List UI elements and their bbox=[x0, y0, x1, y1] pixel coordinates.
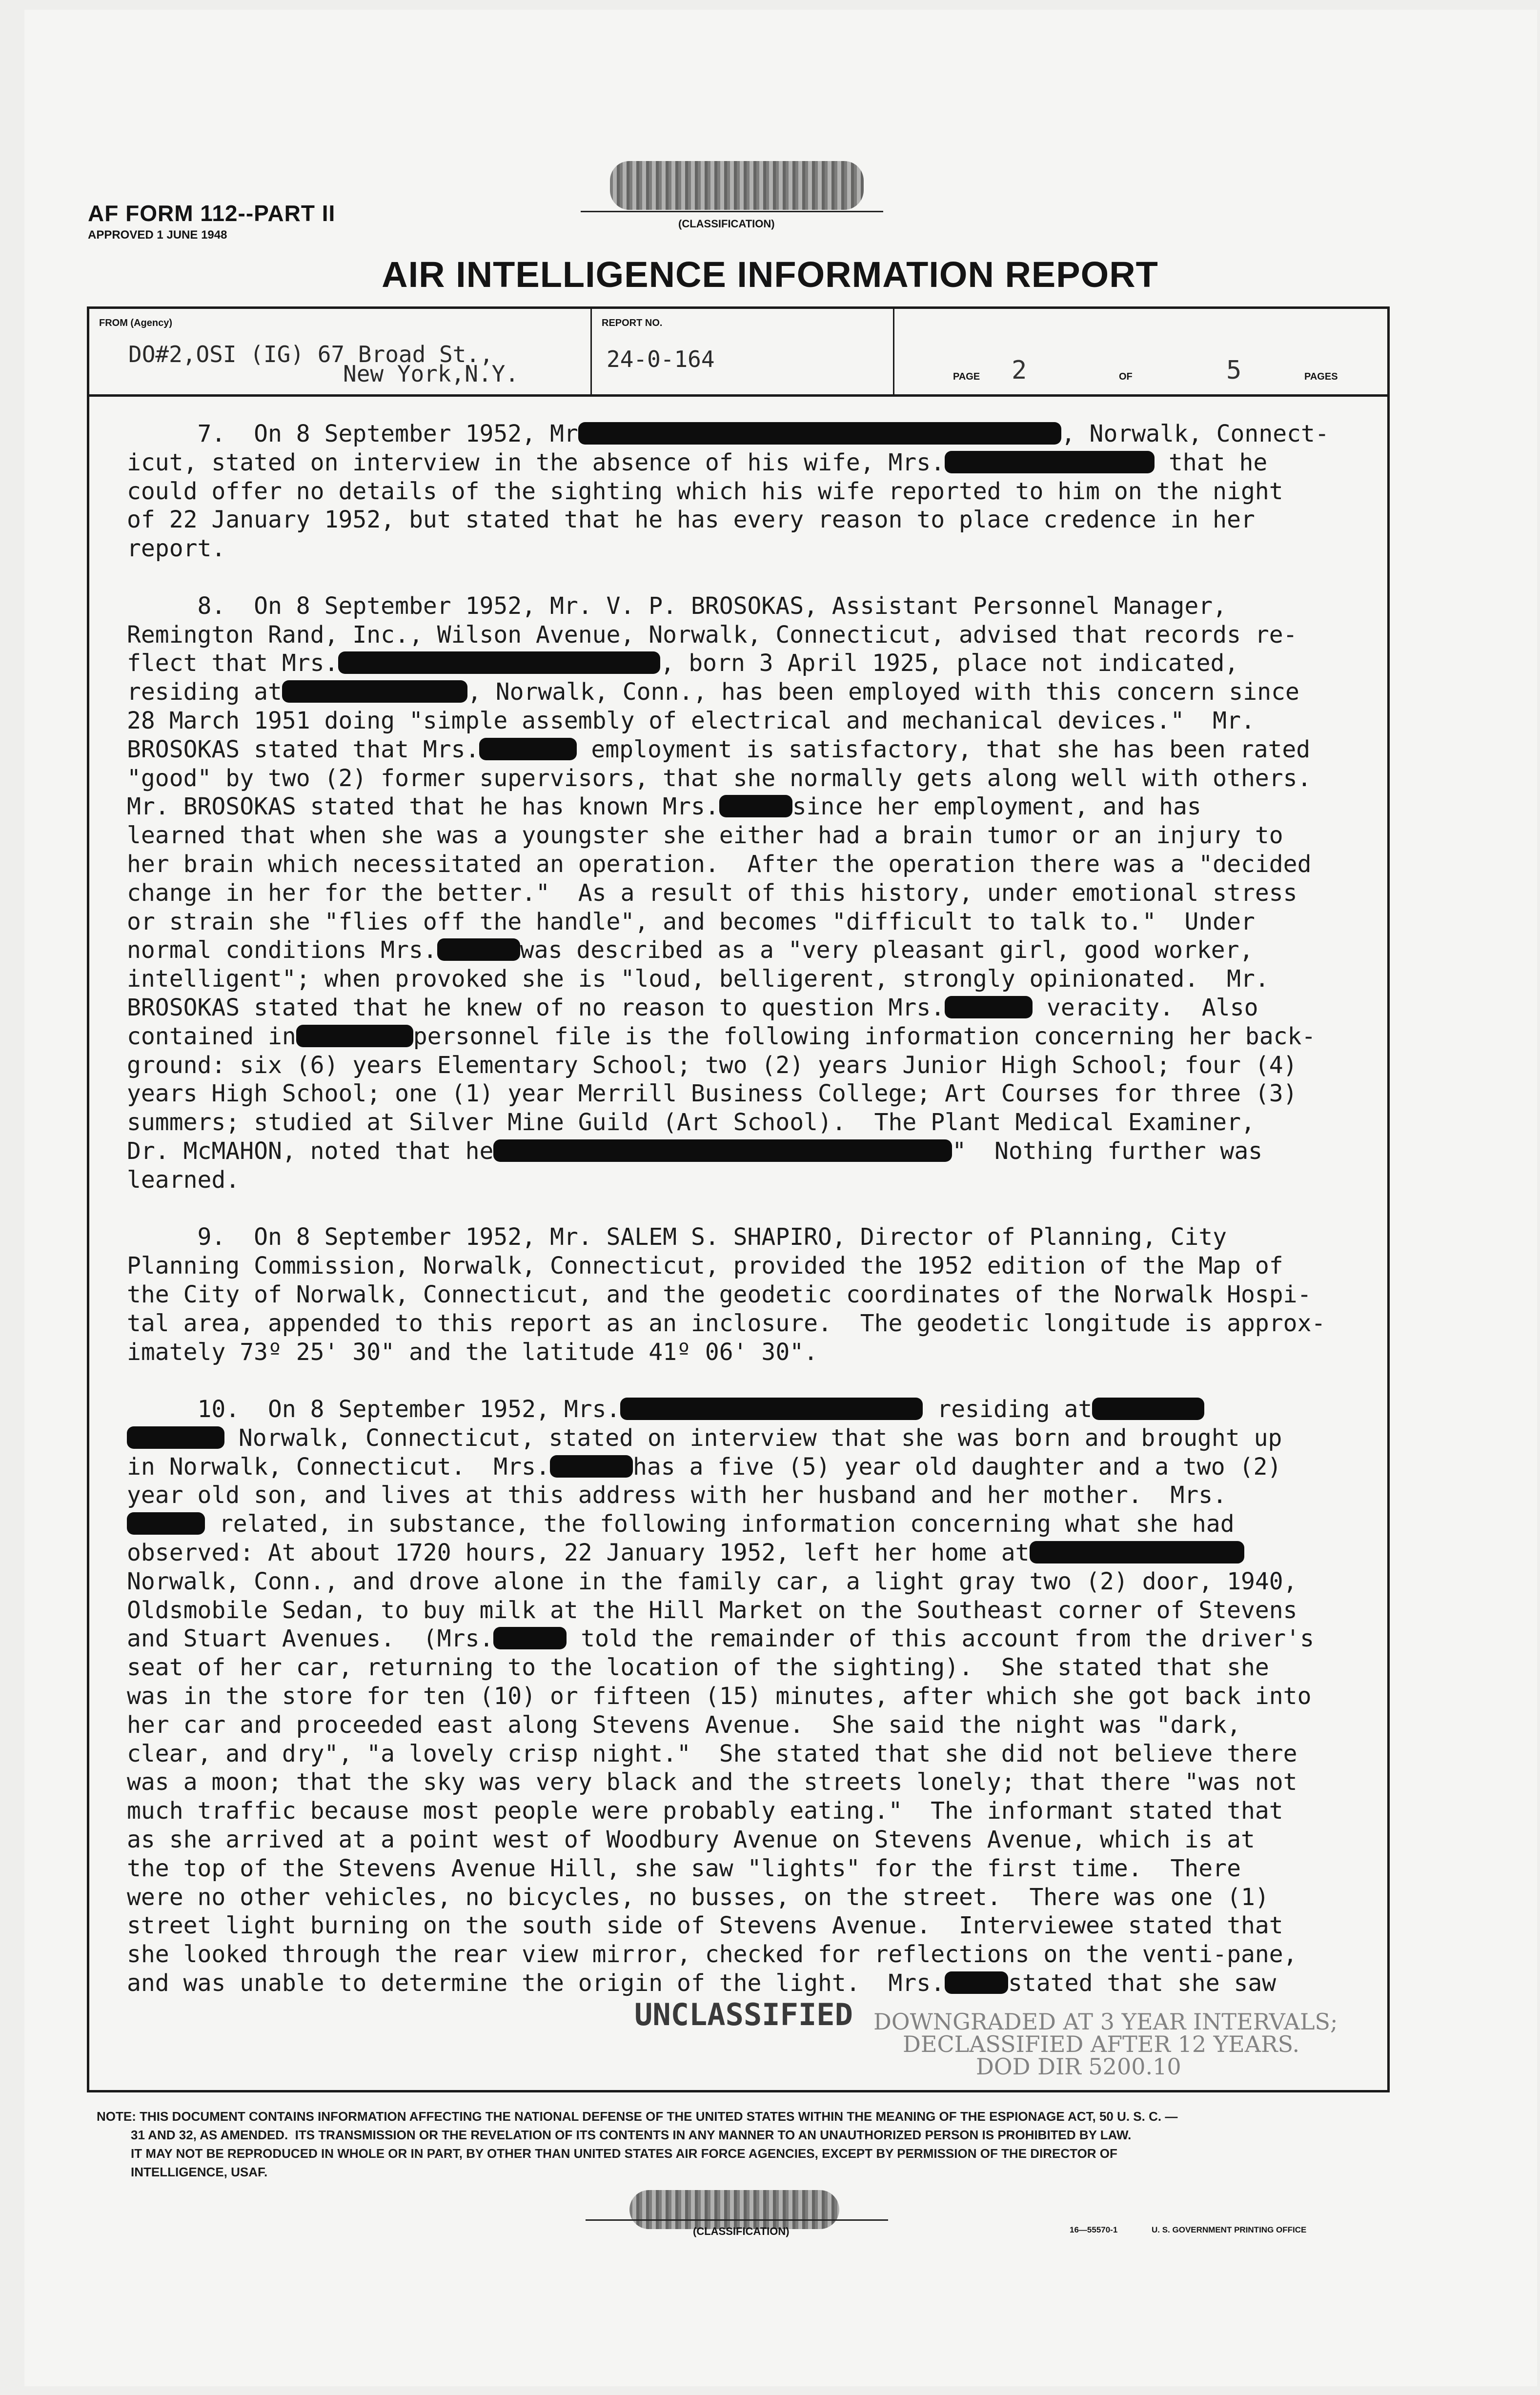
text-line: of 22 January 1952, but stated that he has every reason to place credence in her bbox=[127, 506, 1255, 534]
of-value: 5 bbox=[1226, 356, 1242, 385]
classification-line-bottom bbox=[586, 2219, 888, 2221]
text-line: intelligent"; when provoked she is "loud, belligerent, strongly opinionated. Mr. bbox=[127, 965, 1269, 993]
espionage-act-notice: NOTE: THIS DOCUMENT CONTAINS INFORMATION AFFECTING THE NATIONAL DEFENSE OF THE UNITED STATES WITHIN THE MEANING OF THE ESPIONAGE ACT, 50 U. S. C. — 31 AND 32, AS AMENDED. ITS TRANSMISSION OR THE REVELATION OF ITS CONTENTS IN ANY MANNER TO AN UNAUTHORIZED PERSON IS PROHIBITED BY LAW. IT MAY NOT BE REPRODUCED IN WHOLE OR IN PART, BY OTHER THAN UNITED STATES AIR FORCE AGENCIES, EXCEPT BY PERMISSION OF THE DIRECTOR OF INTELLIGENCE, USAF. bbox=[97, 2109, 1178, 2179]
text-line: tal area, appended to this report as an inclosure. The geodetic longitude is approx- bbox=[127, 1309, 1326, 1337]
text-line: and Stuart Avenues. (Mrs. told the remainder of this account from the driver's bbox=[127, 1625, 1314, 1653]
redaction bbox=[945, 996, 1033, 1018]
printer-credit: U. S. GOVERNMENT PRINTING OFFICE bbox=[1152, 2225, 1307, 2234]
text-line: 28 March 1951 doing "simple assembly of electrical and mechanical devices." Mr. bbox=[127, 707, 1255, 734]
text-line: Dr. McMAHON, noted that he " Nothing further was bbox=[127, 1137, 1263, 1165]
text-line: BROSOKAS stated that he knew of no reason to question Mrs. veracity. Also bbox=[127, 994, 1258, 1021]
redaction bbox=[550, 1455, 633, 1478]
report-no-value: 24-0-164 bbox=[607, 346, 715, 372]
text-line: change in her for the better." As a result of this history, under emotional stress bbox=[127, 879, 1297, 907]
text-line: ground: six (6) years Elementary School; two (2) years Junior High School; four (4) bbox=[127, 1051, 1297, 1079]
text-line: was a moon; that the sky was very black and the streets lonely; that there "was not bbox=[127, 1768, 1297, 1796]
page-label: PAGE bbox=[953, 371, 980, 382]
downgrade-line2: DECLASSIFIED AFTER 12 YEARS. bbox=[903, 2031, 1300, 2057]
text-line: the City of Norwalk, Connecticut, and the geodetic coordinates of the Norwalk Hospi- bbox=[127, 1280, 1312, 1308]
report-header bbox=[89, 309, 1387, 397]
redaction bbox=[1030, 1541, 1244, 1563]
text-line: Oldsmobile Sedan, to buy milk at the Hill Market on the Southeast corner of Stevens bbox=[127, 1596, 1297, 1624]
page-value: 2 bbox=[1012, 356, 1027, 385]
text-line: and was unable to determine the origin of the light. Mrs. stated that she saw bbox=[127, 1969, 1277, 1997]
text-line: year old son, and lives at this address with her husband and her mother. Mrs. bbox=[127, 1482, 1227, 1509]
downgrade-line1: DOWNGRADED AT 3 YEAR INTERVALS; bbox=[873, 2009, 1338, 2035]
classification-marking-top bbox=[610, 161, 864, 210]
downgrade-line3: DOD DIR 5200.10 bbox=[976, 2053, 1181, 2080]
text-line: Remington Rand, Inc., Wilson Avenue, Norwalk, Connecticut, advised that records re- bbox=[127, 621, 1297, 649]
classification-label-top: (CLASSIFICATION) bbox=[678, 218, 775, 230]
text-line: in Norwalk, Connecticut. Mrs. has a five (5) year old daughter and a two (2) bbox=[127, 1453, 1282, 1481]
redaction bbox=[493, 1139, 952, 1162]
text-line: or strain she "flies off the handle", and becomes "difficult to talk to." Under bbox=[127, 908, 1255, 935]
text-line: icut, stated on interview in the absence of his wife, Mrs. that he bbox=[127, 448, 1268, 476]
form-identifier bbox=[88, 200, 335, 242]
text-line: BROSOKAS stated that Mrs. employment is satisfactory, that she has been rated bbox=[127, 735, 1311, 763]
form-approved-date: APPROVED 1 JUNE 1948 bbox=[88, 228, 227, 242]
from-value-line2: New York,N.Y. bbox=[343, 361, 519, 387]
text-line: observed: At about 1720 hours, 22 January 1952, left her home at bbox=[127, 1539, 1376, 1567]
classification-marking-bottom bbox=[629, 2190, 839, 2229]
redaction bbox=[479, 738, 577, 760]
text-line: "good" by two (2) former supervisors, that she normally gets along well with others. bbox=[127, 764, 1312, 792]
report-no-cell bbox=[592, 309, 894, 394]
of-label: OF bbox=[1119, 371, 1133, 382]
text-line: imately 73º 25' 30" and the latitude 41º 06' 30". bbox=[127, 1338, 818, 1366]
classification-line-top bbox=[581, 211, 883, 212]
text-line: were no other vehicles, no bicycles, no busses, on the street. There was one (1) bbox=[127, 1883, 1269, 1911]
text-line: Planning Commission, Norwalk, Connecticut, provided the 1952 edition of the Map of bbox=[127, 1252, 1283, 1280]
downgrade-stamp bbox=[873, 2010, 1420, 2078]
classification-label-bottom: (CLASSIFICATION) bbox=[693, 2225, 790, 2237]
text-line: was in the store for ten (10) or fifteen (15) minutes, after which she got back into bbox=[127, 1683, 1312, 1710]
from-cell bbox=[89, 309, 592, 394]
text-line: 9. On 8 September 1952, Mr. SALEM S. SHAPIRO, Director of Planning, City bbox=[127, 1223, 1227, 1251]
report-body bbox=[127, 420, 1376, 1998]
redaction bbox=[1092, 1398, 1204, 1420]
redaction bbox=[296, 1025, 413, 1047]
text-line: she looked through the rear view mirror, checked for reflections on the venti-pane, bbox=[127, 1941, 1297, 1969]
text-line: 7. On 8 September 1952, Mr , Norwalk, Connect- bbox=[127, 420, 1329, 447]
text-line: the top of the Stevens Avenue Hill, she saw "lights" for the first time. There bbox=[127, 1854, 1241, 1882]
text-line: her car and proceeded east along Stevens Avenue. She said the night was "dark, bbox=[127, 1711, 1241, 1739]
form-number: AF FORM 112--PART II bbox=[88, 201, 336, 226]
redaction bbox=[437, 938, 520, 961]
text-line: street light burning on the south side of Stevens Avenue. Interviewee stated that bbox=[127, 1912, 1283, 1940]
text-line: clear, and dry", "a lovely crisp night." She stated that she did not believe there bbox=[127, 1740, 1297, 1767]
text-line: Mr. BROSOKAS stated that he has known Mrs. since her employment, and has bbox=[127, 793, 1201, 821]
text-line: contained in personnel file is the following information concerning her back- bbox=[127, 1022, 1316, 1050]
text-line: Norwalk, Conn., and drove alone in the family car, a light gray two (2) door, 1940, bbox=[127, 1567, 1297, 1595]
text-line: seat of her car, returning to the location of the sighting). She stated that she bbox=[127, 1654, 1269, 1682]
text-line: summers; studied at Silver Mine Guild (Art School). The Plant Medical Examiner, bbox=[127, 1109, 1255, 1137]
from-label: FROM (Agency) bbox=[99, 318, 172, 328]
page-cell bbox=[894, 309, 1387, 394]
text-line: Norwalk, Connecticut, stated on interview that she was born and brought up bbox=[127, 1424, 1376, 1453]
unclassified-stamp: UNCLASSIFIED bbox=[634, 1997, 853, 2032]
text-line: her brain which necessitated an operation. After the operation there was a "decided bbox=[127, 850, 1312, 878]
text-line: learned that when she was a youngster she either had a brain tumor or an injury to bbox=[127, 822, 1283, 850]
redaction bbox=[945, 451, 1155, 473]
text-line: 8. On 8 September 1952, Mr. V. P. BROSOKAS, Assistant Personnel Manager, bbox=[127, 592, 1227, 620]
report-no-label: REPORT NO. bbox=[602, 318, 663, 328]
redaction bbox=[578, 422, 1061, 445]
text-line: residing at , Norwalk, Conn., has been employed with this concern since bbox=[127, 678, 1299, 706]
text-line: much traffic because most people were probably eating." The informant stated that bbox=[127, 1797, 1283, 1825]
report-title: AIR INTELLIGENCE INFORMATION REPORT bbox=[382, 254, 1158, 295]
text-line: 10. On 8 September 1952, Mrs. residing at bbox=[127, 1395, 1376, 1424]
redaction bbox=[719, 795, 792, 817]
text-line: as she arrived at a point west of Woodbury Avenue on Stevens Avenue, which is at bbox=[127, 1826, 1255, 1854]
text-line: report. bbox=[127, 535, 226, 563]
pages-label: PAGES bbox=[1304, 371, 1338, 382]
text-line: flect that Mrs. , born 3 April 1925, place not indicated, bbox=[127, 649, 1239, 677]
text-line: could offer no details of the sighting which his wife reported to him on the night bbox=[127, 477, 1283, 505]
redaction bbox=[127, 1426, 224, 1449]
from-value-line1: DO#2,OSI (IG) 67 Broad St., bbox=[128, 341, 493, 367]
text-line: normal conditions Mrs. was described as a "very pleasant girl, good worker, bbox=[127, 936, 1254, 964]
text-line: related, in substance, the following information concerning what she had bbox=[127, 1510, 1376, 1539]
redaction bbox=[127, 1512, 205, 1535]
redaction bbox=[338, 651, 660, 674]
text-line: years High School; one (1) year Merrill Business College; Art Courses for three (3) bbox=[127, 1080, 1297, 1108]
form-code: 16—55570-1 bbox=[1070, 2225, 1118, 2234]
text-line: learned. bbox=[127, 1166, 240, 1194]
redaction bbox=[945, 1971, 1008, 1994]
redaction bbox=[493, 1627, 567, 1649]
redaction bbox=[282, 680, 467, 703]
redaction bbox=[620, 1398, 923, 1420]
